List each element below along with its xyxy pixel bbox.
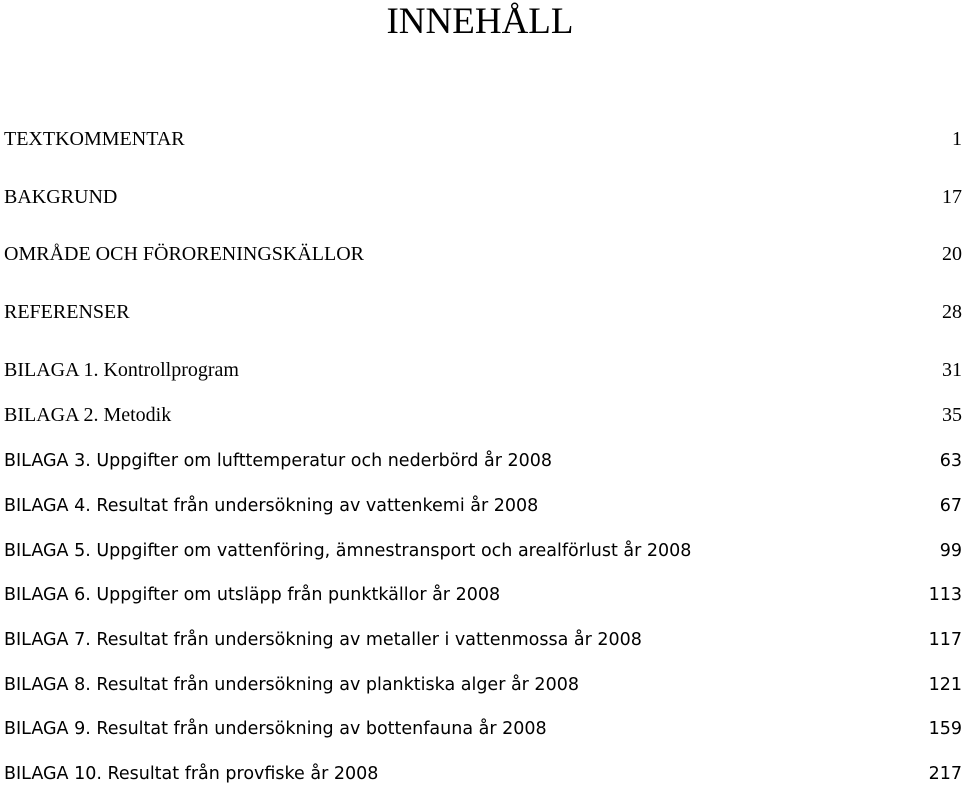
toc-entry-bilaga-2[interactable]: [4, 397, 962, 427]
toc-entry-label: BILAGA 7. Resultat från undersökning av metaller i vattenmossa år 2008: [4, 630, 642, 650]
toc-entry-bilaga-1[interactable]: [4, 352, 962, 382]
toc-entry-bilaga-3[interactable]: [4, 441, 962, 471]
toc-entry-label: BAKGRUND: [4, 186, 118, 208]
toc-entry-page: 121: [928, 675, 962, 695]
toc-entry-page: 67: [939, 496, 962, 516]
table-of-contents: [4, 0, 960, 786]
toc-entry-page: 17: [942, 186, 962, 208]
toc-entry-bilaga-5[interactable]: [4, 531, 962, 561]
toc-entry-page: 31: [942, 359, 962, 381]
toc-entry-page: 35: [942, 404, 962, 426]
toc-entry-page: 159: [928, 719, 962, 739]
toc-entry-label: OMRÅDE OCH FÖRORENINGSKÄLLOR: [4, 243, 365, 265]
page-title: INNEHÅLL: [386, 1, 574, 42]
toc-entry-bilaga-8[interactable]: [4, 665, 962, 695]
toc-entry-label: BILAGA 3. Uppgifter om lufttemperatur och nederbörd år 2008: [4, 451, 553, 471]
toc-entry-page: 20: [942, 243, 962, 265]
toc-entry-bilaga-6[interactable]: [4, 575, 962, 605]
toc-entry-referenser[interactable]: [4, 294, 962, 324]
toc-entry-textkommentar[interactable]: [4, 121, 962, 151]
toc-entry-bilaga-7[interactable]: [4, 620, 962, 650]
toc-entry-label: TEXTKOMMENTAR: [4, 128, 185, 150]
toc-entry-page: 117: [928, 630, 962, 650]
toc-entry-bakgrund[interactable]: [4, 179, 962, 209]
toc-entry-page: 99: [939, 541, 962, 561]
toc-entry-bilaga-4[interactable]: [4, 486, 962, 516]
toc-entry-page: 1: [952, 128, 962, 150]
toc-entry-label: BILAGA 6. Uppgifter om utsläpp från punktkällor år 2008: [4, 585, 501, 605]
toc-entry-label: BILAGA 9. Resultat från undersökning av bottenfauna år 2008: [4, 719, 547, 739]
toc-entry-omrade[interactable]: [4, 236, 962, 266]
toc-entry-label: BILAGA 5. Uppgifter om vattenföring, ämnestransport och arealförlust år 2008: [4, 541, 692, 561]
toc-entry-bilaga-9[interactable]: [4, 709, 962, 739]
toc-entry-label: REFERENSER: [4, 301, 130, 323]
toc-entry-page: 63: [939, 451, 962, 471]
toc-entry-label: BILAGA 1. Kontrollprogram: [4, 359, 239, 381]
toc-entry-page: 217: [928, 764, 962, 784]
toc-entry-page: 28: [942, 301, 962, 323]
toc-entry-label: BILAGA 8. Resultat från undersökning av planktiska alger år 2008: [4, 675, 579, 695]
toc-entry-label: BILAGA 10. Resultat från provfiske år 2008: [4, 764, 379, 784]
toc-entry-label: BILAGA 4. Resultat från undersökning av vattenkemi år 2008: [4, 496, 539, 516]
toc-entry-page: 113: [928, 585, 962, 605]
toc-entry-label: BILAGA 2. Metodik: [4, 404, 172, 426]
toc-entry-bilaga-10[interactable]: [4, 754, 962, 784]
